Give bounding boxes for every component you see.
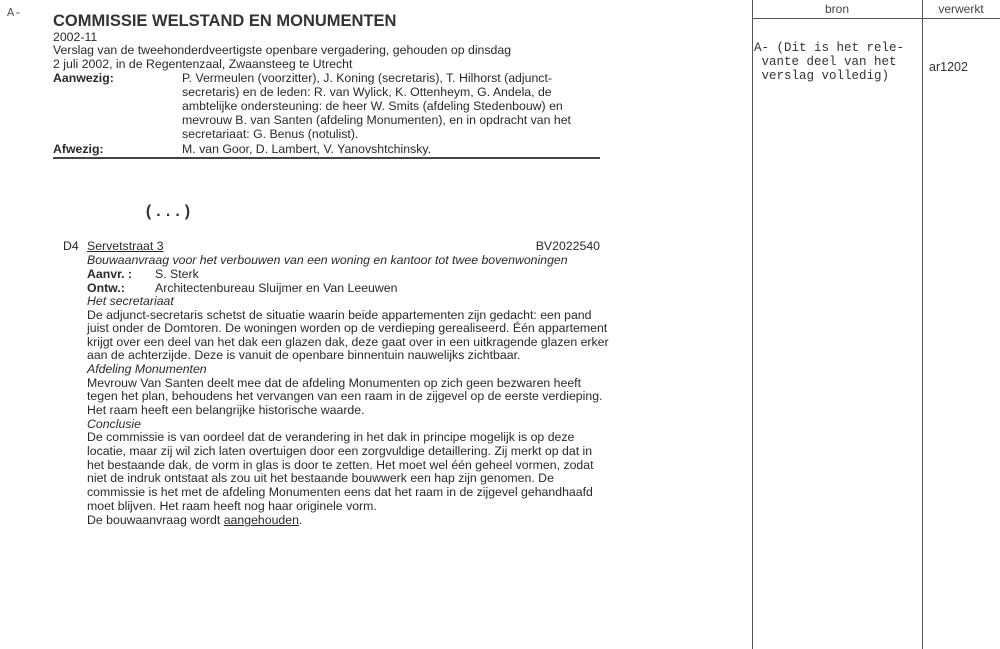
table-border-left — [752, 0, 753, 649]
column-header-verwerkt: verwerkt — [938, 2, 984, 16]
header-rule — [53, 157, 600, 159]
decision-suffix: . — [298, 513, 303, 527]
section-line: juist onder de Domtoren. De woningen worden op de verdieping gerealiseerd. Één appartement — [87, 321, 608, 335]
item-code: D4 — [63, 239, 79, 253]
section-line: het bestaande dak, de vorm in glas is door te zetten. Het moet wel één geheel vormen, zodat — [87, 458, 594, 472]
section-line: Mevrouw Van Santen deelt mee dat de afdeling Monumenten op zich geen bezwaren heeft — [87, 376, 582, 390]
report-line-1: Verslag van de tweehonderdveertigste openbare vergadering, gehouden op dinsdag — [53, 43, 512, 57]
absent-label: Afwezig: — [53, 142, 104, 156]
section-heading: Afdeling Monumenten — [87, 362, 207, 376]
section-line: commissie is het met de afdeling Monumenten eens dat het raam in de zijgevel gehandhaafd — [87, 485, 593, 499]
section-line: Het raam heeft een belangrijke historische waarde. — [87, 403, 365, 417]
report-line-2: 2 juli 2002, in de Regentenzaal, Zwaansteeg te Utrecht — [53, 57, 353, 71]
column-header-bron: bron — [824, 2, 850, 16]
meeting-number: 2002-11 — [53, 30, 98, 44]
present-line: mevrouw B. van Santen (afdeling Monumenten), en in opdracht van het — [182, 113, 571, 127]
applicant-label: Aanvr. : — [87, 267, 133, 281]
applicant: S. Sterk — [155, 267, 199, 281]
source-note-line: A- (Dit is het rele- — [754, 41, 905, 55]
margin-mark: A- — [7, 6, 22, 20]
item-reference: BV2022540 — [535, 239, 600, 253]
ellipsis: (...) — [144, 203, 193, 221]
section-line: locatie, maar zij wil zich laten overtuigen door een zorgvuldige detaillering. Zij merkt op dat in — [87, 444, 593, 458]
table-divider — [922, 0, 923, 649]
present-label: Aanwezig: — [53, 71, 114, 85]
section-line: aan de achterzijde. Deze is vanuit de openbare binnentuin nauwelijks zichtbaar. — [87, 348, 521, 362]
present-line: P. Vermeulen (voorzitter), J. Koning (secretaris), T. Hilhorst (adjunct- — [182, 71, 552, 85]
section-line: krijgt over een deel van het dak een glazen dak, deze gaat over in een uitkragende glazen erker — [87, 335, 609, 349]
present-line: secretaris) en de leden: R. van Wylick, K. Ottenheym, G. Andela, de — [182, 85, 552, 99]
item-address: Servetstraat 3 — [87, 239, 164, 253]
section-line: tegen het plan, behoudens het vervangen van een raam in de zijgevel op de eerste verdieping. — [87, 389, 603, 403]
processed-code: ar1202 — [929, 60, 968, 74]
item-subject: Bouwaanvraag voor het verbouwen van een woning en kantoor tot twee bovenwoningen — [87, 253, 568, 267]
decision-value: aangehouden — [223, 513, 299, 527]
section-line: De commissie is van oordeel dat de verandering in het dak in principe mogelijk is op deze — [87, 430, 575, 444]
section-heading: Conclusie — [87, 417, 141, 431]
designer: Architectenbureau Sluijmer en Van Leeuwen — [155, 281, 398, 295]
section-line: De adjunct-secretaris schetst de situatie waarin beide appartementen zijn gedacht: een pand — [87, 308, 592, 322]
source-note — [754, 27, 904, 83]
document-title: COMMISSIE WELSTAND EN MONUMENTEN — [53, 12, 397, 30]
present-line: ambtelijke ondersteuning: de heer W. Smits (afdeling Stedenbouw) en — [182, 99, 563, 113]
source-note-line: vante deel van het — [754, 55, 897, 69]
present-line: secretariaat: G. Benus (notulist). — [182, 127, 359, 141]
decision-line — [87, 514, 302, 528]
decision-prefix: De bouwaanvraag wordt — [87, 513, 224, 527]
designer-label: Ontw.: — [87, 281, 125, 295]
section-heading: Het secretariaat — [87, 294, 174, 308]
section-line: niet de indruk ontstaat als zou uit het bestaande bouwwerk een hap zijn genomen. De — [87, 471, 554, 485]
table-header-rule — [752, 18, 1000, 19]
absent-list: M. van Goor, D. Lambert, V. Yanovshtchinsky. — [182, 142, 432, 156]
source-note-line: verslag volledig) — [754, 69, 890, 83]
section-line: moet blijven. Het raam heeft nog haar originele vorm. — [87, 499, 377, 513]
